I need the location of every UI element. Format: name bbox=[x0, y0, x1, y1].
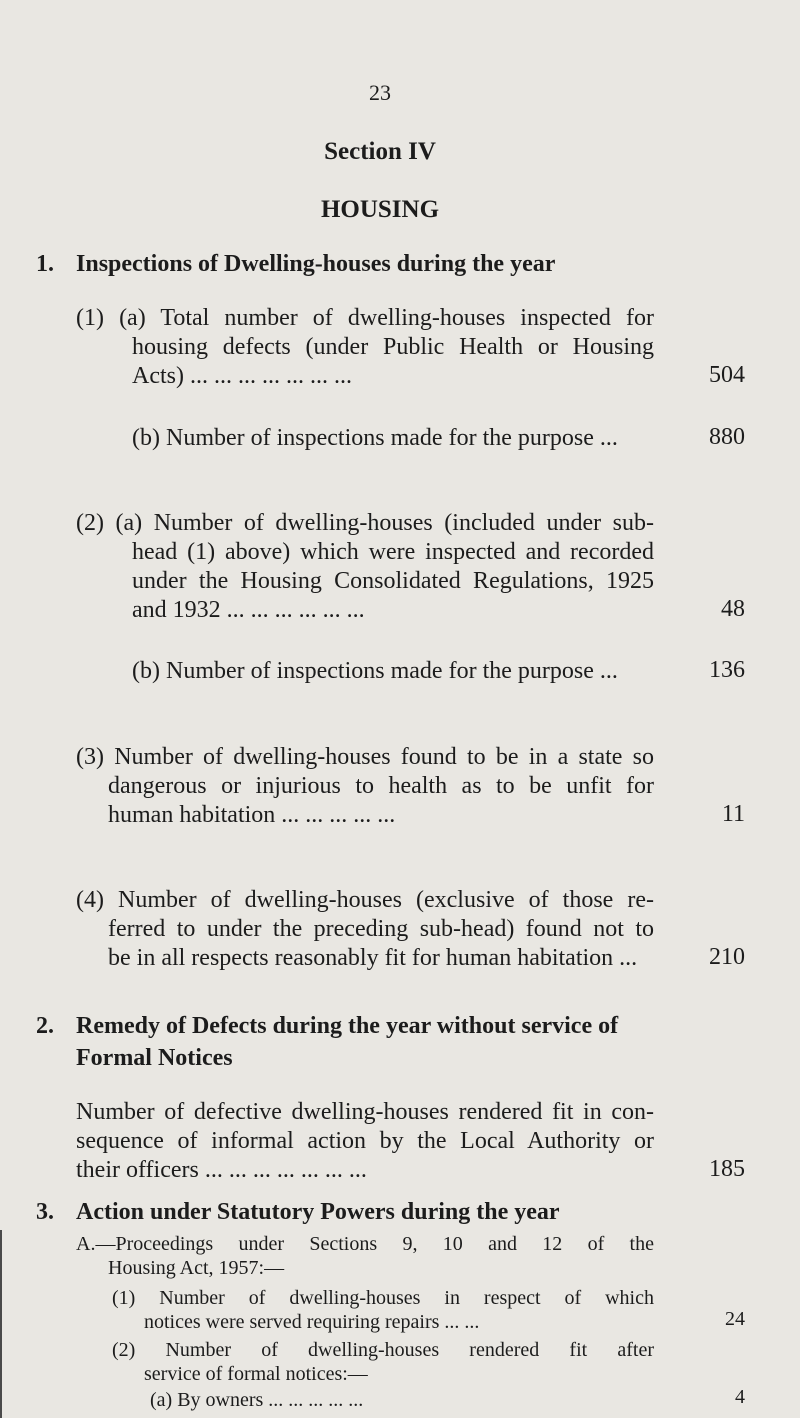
item-2b-line: (b) Number of inspections made for the purpose ... bbox=[132, 658, 618, 684]
section-3a-item-1-value: 24 bbox=[725, 1308, 745, 1330]
heading-1-text: Inspections of Dwelling-houses during the year bbox=[76, 251, 556, 277]
item-4-line2: ferred to under the preceding sub-head) found not to bbox=[108, 916, 654, 942]
section-3a-item-2a bbox=[150, 1386, 654, 1410]
item-2a-value: 48 bbox=[721, 596, 745, 622]
section-3a-line1: A.—Proceedings under Sections 9, 10 and 12 of the bbox=[76, 1233, 654, 1255]
heading-1-number: 1. bbox=[36, 251, 54, 277]
section-3a-item-2a-line: (a) By owners ... ... ... ... ... bbox=[150, 1389, 364, 1411]
item-2b-value: 136 bbox=[709, 657, 745, 683]
item-1b bbox=[132, 424, 618, 453]
item-1b-value: 880 bbox=[709, 424, 745, 450]
section-3a-item-2 bbox=[112, 1336, 654, 1384]
heading-2-line2: Formal Notices bbox=[76, 1045, 233, 1071]
section-2-line2: sequence of informal action by the Local Authority or bbox=[76, 1128, 654, 1154]
item-1b-line: (b) Number of inspections made for the purpose ... bbox=[132, 425, 618, 451]
item-3-line2: dangerous or injurious to health as to be unfit for bbox=[108, 773, 654, 799]
section-2-line1: Number of defective dwelling-houses rendered fit in con- bbox=[76, 1099, 654, 1125]
item-3-line3: human habitation ... ... ... ... ... bbox=[108, 802, 396, 828]
item-4-line1: (4) Number of dwelling-houses (exclusive of those re- bbox=[76, 887, 654, 913]
item-4-line3: be in all respects reasonably fit for human habitation ... bbox=[108, 945, 638, 971]
heading-2 bbox=[36, 1010, 656, 1074]
item-4-value: 210 bbox=[709, 944, 745, 970]
section-3a-item-1-line2: notices were served requiring repairs ... ... bbox=[144, 1311, 480, 1333]
section-2-paragraph bbox=[76, 1098, 654, 1185]
heading-3-number: 3. bbox=[36, 1199, 54, 1225]
item-1a-value: 504 bbox=[709, 362, 745, 388]
item-2a bbox=[76, 509, 654, 625]
section-3a-item-2-line2: service of formal notices:— bbox=[144, 1363, 368, 1385]
item-4 bbox=[76, 886, 654, 973]
section-3a-item-1 bbox=[112, 1284, 654, 1332]
item-2a-line1: (2) (a) Number of dwelling-houses (included under sub- bbox=[76, 510, 654, 536]
item-1a-line2: housing defects (under Public Health or Housing bbox=[132, 334, 654, 360]
heading-3-text: Action under Statutory Powers during the year bbox=[76, 1199, 560, 1225]
section-3a-item-2a-value: 4 bbox=[735, 1386, 745, 1408]
item-2a-line4: and 1932 ... ... ... ... ... ... bbox=[132, 597, 365, 623]
item-1a-line3: Acts) ... ... ... ... ... ... ... bbox=[132, 363, 352, 389]
page-number: 23 bbox=[369, 80, 391, 105]
section-3a-item-2-line1: (2) Number of dwelling-houses rendered fit after bbox=[112, 1339, 654, 1361]
section-title: Section IV bbox=[324, 138, 436, 165]
item-2b bbox=[132, 657, 618, 686]
section-2-value: 185 bbox=[709, 1156, 745, 1182]
heading-2-line1: Remedy of Defects during the year without service of bbox=[76, 1013, 619, 1039]
page-edge-line bbox=[0, 1230, 2, 1418]
item-3 bbox=[76, 743, 654, 830]
item-1a bbox=[76, 304, 654, 391]
heading-2-number: 2. bbox=[36, 1013, 54, 1039]
item-3-line1: (3) Number of dwelling-houses found to be in a state so bbox=[76, 744, 654, 770]
section-2-line3: their officers ... ... ... ... ... ... ... bbox=[76, 1157, 367, 1183]
item-2a-line2: head (1) above) which were inspected and recorded bbox=[132, 539, 654, 565]
page-title: HOUSING bbox=[320, 196, 440, 223]
heading-3 bbox=[36, 1196, 560, 1228]
item-2a-line3: under the Housing Consolidated Regulations, 1925 bbox=[132, 568, 654, 594]
section-3a bbox=[76, 1232, 654, 1280]
item-3-value: 11 bbox=[721, 801, 745, 827]
heading-1 bbox=[36, 248, 555, 280]
item-1a-line1: (1) (a) Total number of dwelling-houses inspected for bbox=[76, 305, 654, 331]
section-3a-line2: Housing Act, 1957:— bbox=[108, 1257, 285, 1279]
section-3a-item-1-line1: (1) Number of dwelling-houses in respect of which bbox=[112, 1287, 654, 1309]
